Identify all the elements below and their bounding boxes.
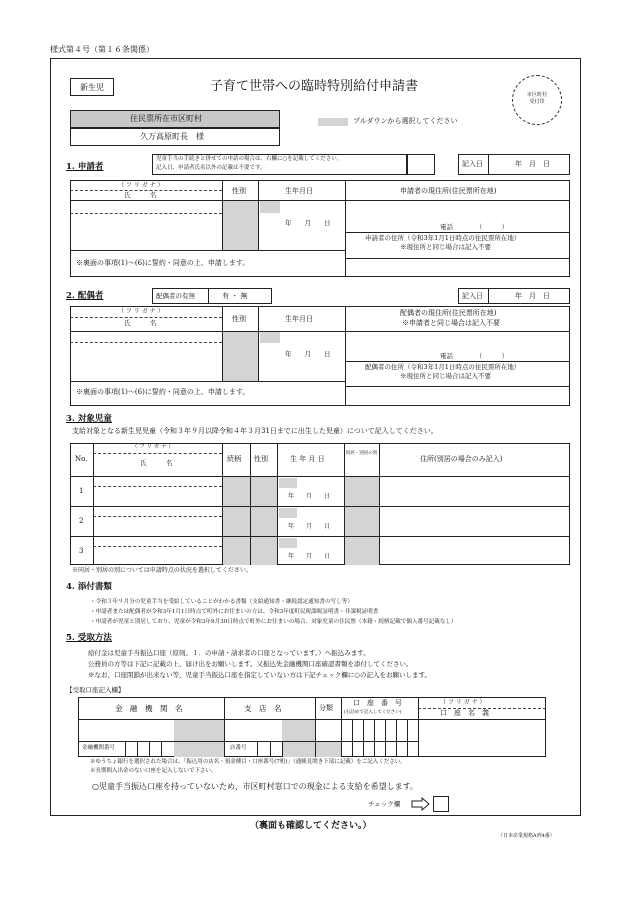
receipt-text-3: ※なお、口座閉鎖が出来ない等、児童手当振込口座を指定していない方は下記チェック欄に○の記入をお願いします。	[88, 671, 431, 679]
branch-code-label: 店番号	[230, 745, 247, 751]
spouse-phone[interactable]: 電話 （ ）	[440, 352, 509, 360]
children-address-header: 住所(別居の場合のみ記入)	[420, 455, 503, 463]
applicant-name-header: 氏 名	[124, 191, 157, 199]
applicant-dob-header: 生年月日	[285, 187, 313, 195]
spouse-name-header: 氏 名	[124, 319, 157, 327]
child-allowance-check[interactable]	[407, 154, 435, 175]
spouse-address-header-2: ※申請者と同じ場合は記入不要	[402, 319, 500, 327]
spouse-dob-value[interactable]: 年 月 日	[285, 350, 331, 358]
section-attachments-heading: 4. 添付書類	[66, 582, 112, 592]
applicant-date-value[interactable]: 年 月 日	[515, 160, 550, 168]
applicant-furigana-header: （ フ リ ガ ナ ）	[118, 182, 164, 189]
receipt-text-2: 公務員の方等は下記に記載の上、届け出をお願いします。又振込先金融機関口座確認書類を添付してください。	[88, 660, 413, 668]
account-number-header: 口 座 番 号	[353, 699, 402, 707]
children-footnote: ※同居・別居の別については申請時点の状況を選択してください。	[72, 567, 252, 574]
children-furigana-header: （ フ リ ガ ナ ）	[132, 444, 174, 450]
applicant-address-header: 申請者の現住所(住民票所在地)	[400, 187, 497, 195]
receipt-text-1: 給付金は児童手当振込口座（原則、１．の申請・請求者の口座となっています。）へ振込みます。	[88, 649, 370, 657]
form-reference: 様式第４号（第１６条関係）	[50, 45, 154, 54]
children-description: 支給対象となる新生児児童（令和３年９月以降令和４年３月31日までに出生した児童）について記入してください。	[72, 427, 438, 435]
newborn-tag: 新生児	[70, 78, 114, 96]
cash-check-box[interactable]	[433, 796, 449, 812]
attachment-item-1: ・令和３年９月分の児童手当を受給していることがわかる書類（支給通知書・継続認定通知書の写し等）	[90, 599, 353, 605]
child-row-2-no: 2	[79, 517, 84, 525]
municipality-label: 住民票所在市区町村	[130, 114, 202, 123]
applicant-date-label: 記入日	[462, 160, 483, 168]
cash-request-text: ○児童手当振込口座を持っていないため、市区町村窓口での現金による支給を希望します。	[92, 782, 419, 791]
dropdown-hint: プルダウンから選択してください	[353, 117, 458, 125]
account-type-header: 分類	[319, 704, 333, 712]
children-relation-header: 続柄	[227, 455, 241, 463]
children-dob-header: 生 年 月 日	[290, 455, 325, 463]
spouse-furigana-header: （ フ リ ガ ナ ）	[118, 308, 164, 315]
section-spouse-heading: 2. 配偶者	[66, 291, 104, 301]
section-children-heading: 3. 対象児童	[66, 414, 112, 424]
bank-code-label: 金融機関番号	[82, 745, 116, 751]
arrow-right-icon	[411, 797, 431, 811]
spouse-pledge: ※裏面の事項(1)～(6)に誓約・同意の上、申請します。	[76, 388, 250, 396]
children-no-header: No.	[75, 455, 88, 463]
applicant-pledge: ※裏面の事項(1)～(6)に誓約・同意の上、申請します。	[76, 259, 250, 267]
holder-kana-header: （ フ リ ガ ナ ）	[440, 699, 486, 706]
bank-name-header: 金 融 機 関 名	[115, 704, 183, 713]
check-label: チェック欄	[368, 800, 401, 808]
branch-name-header: 支 店 名	[244, 704, 282, 713]
attachment-item-2: ・申請者または配偶者が令和3年1月1日時点で町外にお住まいの方は、令和3年度町民税課税証明書・非課税証明書	[90, 609, 379, 615]
applicant-phone[interactable]: 電話 （ ）	[440, 223, 509, 231]
spouse-exists-label: 配偶者の有無	[156, 292, 195, 300]
bank-table-title: 【受取口座記入欄】	[66, 686, 125, 694]
child-row-1-no: 1	[79, 487, 84, 495]
spouse-sex-header: 性別	[232, 315, 246, 323]
applicant-note-1: 児童手当の手続きと併せての申請の場合は、右欄に○を記載してください。	[156, 156, 343, 162]
dropdown-sample	[318, 118, 348, 126]
page-title: 子育て世帯への臨時特別給付申請書	[210, 79, 419, 94]
spouse-dob-header: 生年月日	[285, 315, 313, 323]
yucho-note-1: ※ゆうちょ銀行を選択された場合は、「振込用の店名・預金種目・口座番号(7桁)」（通帳見開き下部に記載）をご記入ください。	[90, 759, 406, 765]
yucho-note-2: ※長期間入出金のない口座を記入しないで下さい。	[90, 768, 217, 774]
applicant-old-address-1: 申請者の住所（令和3年1月1日時点の住民票所在地）	[365, 234, 521, 242]
back-page-note: （裏面も確認してください。）	[250, 821, 372, 831]
paper-size-note: （日本産業規格A列4番）	[498, 833, 555, 839]
child-row-3-dob[interactable]: 年 月 日	[288, 553, 331, 560]
applicant-note-2: 記入日、申請者氏名以外の記載は不要です。	[156, 165, 266, 171]
child-row-3-no: 3	[79, 547, 84, 555]
children-live-header: 同居・別居の別	[345, 451, 378, 456]
spouse-date-value[interactable]: 年 月 日	[515, 292, 550, 300]
child-row-2-dob[interactable]: 年 月 日	[288, 523, 331, 530]
spouse-old-address-2: ※現住所と同じ場合は記入不要	[400, 372, 491, 380]
applicant-sex-header: 性別	[232, 187, 246, 195]
holder-name-header: 口 座 名 義	[440, 709, 489, 717]
spouse-address-header-1: 配偶者の現住所(住民票所在地)	[400, 309, 497, 317]
spouse-exists-value[interactable]: 有 ・ 無	[222, 292, 248, 300]
spouse-old-address-1: 配偶者の住所（令和3年1月1日時点の住民票所在地）	[365, 363, 521, 371]
section-applicant-heading: 1. 申請者	[66, 162, 104, 172]
applicant-dob-value[interactable]: 年 月 日	[285, 219, 331, 227]
account-number-note: (右詰めで記入してください)	[344, 710, 402, 715]
children-sex-header: 性別	[254, 455, 268, 463]
spouse-date-label: 記入日	[462, 292, 483, 300]
attachment-item-3: ・申請者が児童と別居しており、児童が令和3年9月30日時点で町外にお住まいの場合、対象児童の住民票（本籍・続柄記載で個人番号記載なし）	[90, 619, 457, 625]
section-receipt-heading: 5. 受取方法	[66, 633, 112, 643]
children-name-header: 氏 名	[140, 459, 173, 467]
reception-stamp: 市区町村 受付印	[512, 75, 562, 125]
mayor-label: 久万高原町長 様	[140, 132, 204, 141]
applicant-old-address-2: ※現住所と同じ場合は記入不要	[400, 243, 491, 251]
child-row-1-dob[interactable]: 年 月 日	[288, 493, 331, 500]
